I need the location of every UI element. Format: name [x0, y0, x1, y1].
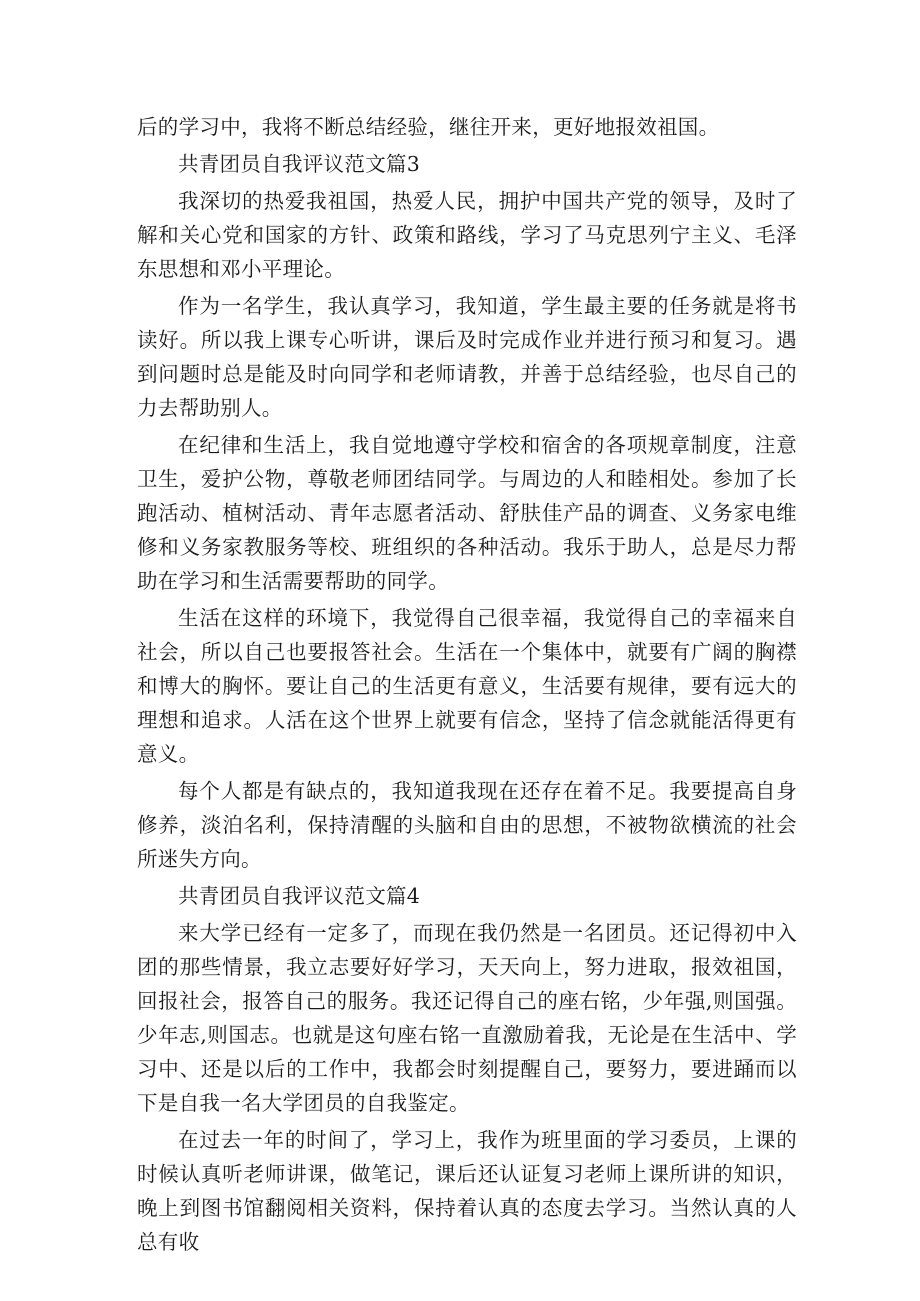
document-body [137, 110, 797, 1262]
paragraph: 每个人都是有缺点的，我知道我现在还存在着不足。我要提高自身修养，淡泊名利，保持清醒的头脑和自由的思想，不被物欲横流的社会所迷失方向。 [137, 779, 797, 871]
paragraph-continuation: 后的学习中，我将不断总结经验，继往开来，更好地报效祖国。 [137, 115, 720, 139]
paragraph: 在过去一年的时间了，学习上，我作为班里面的学习委员，上课的时候认真听老师讲课，做笔记，课后还认证复习老师上课所讲的知识，晚上到图书馆翻阅相关资料，保持着认真的态度去学习。当然认真的人总有收 [137, 1128, 797, 1254]
paragraph: 我深切的热爱我祖国，热爱人民，拥护中国共产党的领导，及时了解和关心党和国家的方针、政策和路线，学习了马克思列宁主义、毛泽东思想和邓小平理论。 [137, 189, 797, 281]
paragraph: 生活在这样的环境下，我觉得自己很幸福，我觉得自己的幸福来自社会，所以自己也要报答社会。生活在一个集体中，就要有广阔的胸襟和博大的胸怀。要让自己的生活更有意义，生活要有规律，要有远大的理想和追求。人活在这个世界上就要有信念，坚持了信念就能活得更有意义。 [137, 606, 797, 766]
paragraph: 作为一名学生，我认真学习，我知道，学生最主要的任务就是将书读好。所以我上课专心听讲，课后及时完成作业并进行预习和复习。遇到问题时总是能及时向同学和老师请教，并善于总结经验，也尽自己的力去帮助别人。 [137, 294, 797, 420]
section-heading-3: 共青团员自我评议范文篇3 [178, 152, 421, 176]
paragraph: 来大学已经有一定多了，而现在我仍然是一名团员。还记得初中入团的那些情景，我立志要好好学习，天天向上，努力进取，报效祖国，回报社会，报答自己的服务。我还记得自己的座右铭，少年强,则国强。少年志,则国志。也就是这句座右铭一直激励着我，无论是在生活中、学习中、还是以后的工作中，我都会时刻提醒自己，要努力，要进踊而以下是自我一名大学团员的自我鉴定。 [137, 921, 797, 1115]
paragraph: 在纪律和生活上，我自觉地遵守学校和宿舍的各项规章制度，注意卫生，爱护公物，尊敬老师团结同学。与周边的人和睦相处。参加了长跑活动、植树活动、青年志愿者活动、舒肤佳产品的调查、义务家电维修和义务家教服务等校、班组织的各种活动。我乐于助人，总是尽力帮助在学习和生活需要帮助的同学。 [137, 433, 797, 593]
section-heading-4: 共青团员自我评议范文篇4 [178, 884, 421, 908]
